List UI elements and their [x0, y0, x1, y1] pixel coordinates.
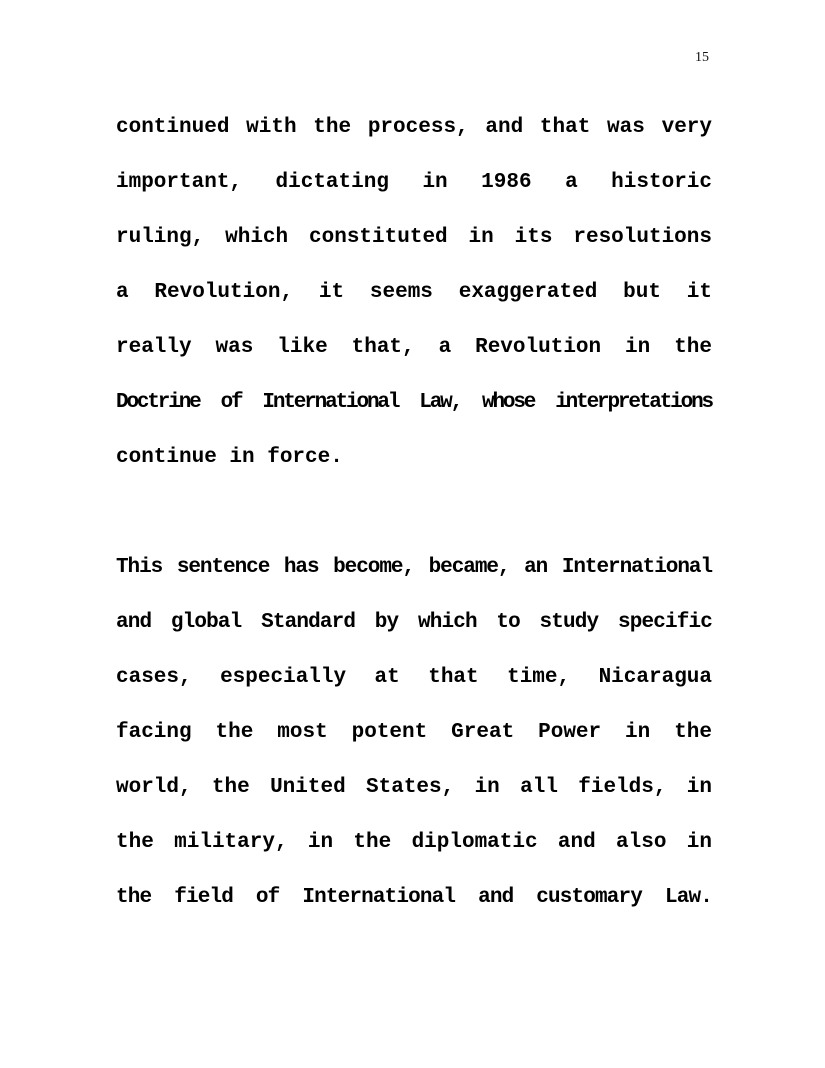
text-line: This sentence has become, became, an International [116, 556, 712, 579]
text-line: the field of International and customary Law. [116, 886, 712, 909]
text-line: ruling, which constituted in its resolutions [116, 226, 712, 249]
paragraph-2 [116, 556, 712, 941]
text-line: really was like that, a Revolution in the [116, 336, 712, 359]
text-line: the military, in the diplomatic and also in [116, 831, 712, 854]
text-line: continue in force. [116, 446, 343, 469]
text-line: facing the most potent Great Power in the [116, 721, 712, 744]
text-line: cases, especially at that time, Nicaragua [116, 666, 712, 689]
text-line: important, dictating in 1986 a historic [116, 171, 712, 194]
text-line: world, the United States, in all fields, in [116, 776, 712, 799]
text-line: and global Standard by which to study specific [116, 611, 712, 634]
text-line: continued with the process, and that was very [116, 116, 712, 139]
text-line: a Revolution, it seems exaggerated but it [116, 281, 712, 304]
page-number: 15 [695, 50, 709, 65]
paragraph-1 [116, 116, 712, 501]
text-line: Doctrine of International Law, whose interpretations [116, 391, 712, 414]
